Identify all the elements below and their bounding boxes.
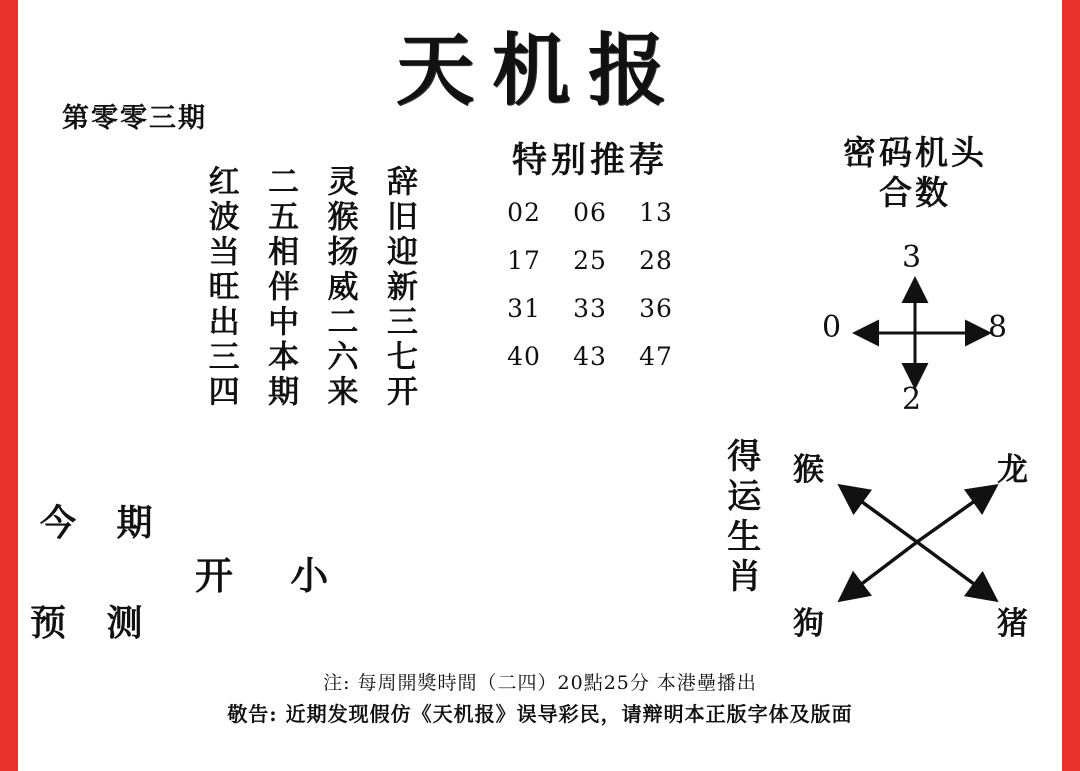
zodiac-section-label: 得运生肖 [720,438,761,598]
recommend-number: 43 [573,342,607,371]
prediction-line-2: 开 小 [195,553,351,598]
code-head-title [800,133,1030,214]
code-head-cross-diagram [810,238,1025,428]
zodiac-cross-diagram [785,440,1050,645]
code-head-value-bottom: 2 [902,382,922,417]
prediction-block [30,495,390,655]
footer-note-broadcast: 注: 每周開獎時間（二四）20點25分 本港壘播出 [323,672,757,694]
prediction-line-1: 今 期 [40,502,167,544]
recommend-number: 40 [507,342,541,371]
zodiac-bottom-right: 猪 [997,606,1028,642]
code-head-title-line1: 密码机头 [843,133,987,172]
poem-column-3: 二五相伴中本期 [262,165,299,410]
code-head-title-line2: 合数 [879,173,951,213]
recommend-number: 33 [573,294,607,323]
zodiac-top-left: 猴 [793,452,824,488]
poem-column-4: 红波当旺出三四 [202,165,239,410]
recommend-number: 02 [507,198,541,227]
table-row [470,294,710,323]
recommend-number: 17 [507,246,541,275]
recommend-title: 特别推荐 [511,140,668,181]
poem-column-2: 灵猴扬威二六来 [321,165,358,410]
code-head-value-left: 0 [822,310,842,345]
zodiac-top-right: 龙 [997,452,1028,488]
recommend-number: 47 [639,342,673,371]
code-head-value-top: 3 [902,240,922,275]
table-row [470,342,710,371]
page-title: 天机报 [395,25,684,116]
table-row [470,198,710,227]
zodiac-bottom-left: 狗 [793,606,824,642]
poem-column-1: 辞旧迎新三七开 [381,165,417,410]
recommend-number: 28 [639,246,673,275]
footer-note-warning: 敬告: 近期发现假仿《天机报》误导彩民，请辩明本正版字体及版面 [227,702,853,726]
prediction-line-3: 预 测 [30,602,157,644]
recommend-number: 06 [573,198,607,227]
recommend-number-grid [470,198,710,390]
issue-number: 第零零三期 [62,103,207,134]
recommend-number: 36 [639,294,673,323]
recommend-number: 13 [639,198,673,227]
code-head-value-right: 8 [988,310,1008,345]
recommend-number: 25 [573,246,607,275]
recommend-number: 31 [507,294,541,323]
table-row [470,246,710,275]
poem-columns [55,165,415,435]
